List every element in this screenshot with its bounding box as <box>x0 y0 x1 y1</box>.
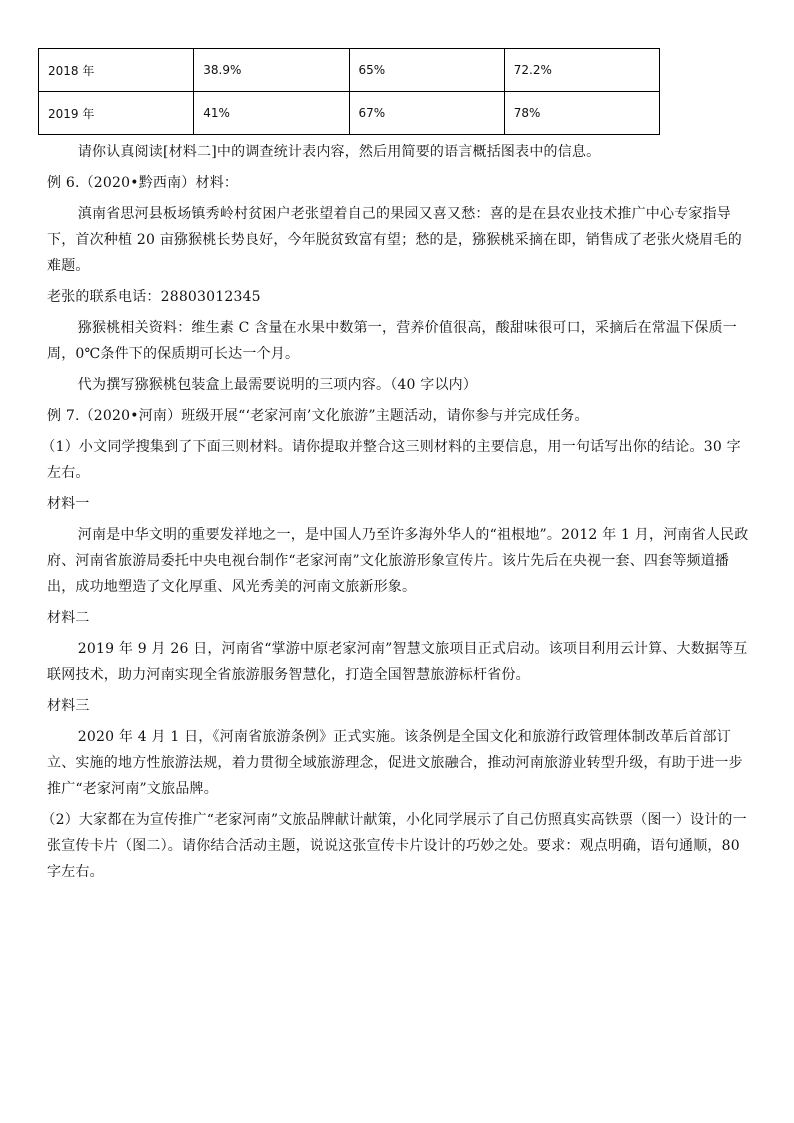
paragraph: 2020 年 4 月 1 日，《河南省旅游条例》正式实施。该条例是全国文化和旅游行政管理体制改革后首部订立、实施的地方性旅游法规，着力贯彻全域旅游理念，促进文旅融合，推动河南旅游业转型升级，有助于进一步推广“老家河南”文旅品牌。 <box>47 729 743 797</box>
table-row <box>39 92 660 135</box>
paragraph: 滇南省思河县板场镇秀岭村贫困户老张望着自己的果园又喜又愁：喜的是在县农业技术推广中心专家指导下，首次种植 20 亩猕猴桃长势良好，今年脱贫致富有望；愁的是，猕猴桃采摘在即，销售成了老张火烧眉毛的难题。 <box>47 206 742 274</box>
table-cell: 2019 年 <box>39 92 194 135</box>
table-cell: 38.9% <box>194 49 349 92</box>
paragraph: 河南是中华文明的重要发祥地之一，是中国人乃至许多海外华人的“祖根地”。2012 年 1 月，河南省人民政府、河南省旅游局委托中央电视台制作“老家河南”文化旅游形象宣传片。该片先后在央视一套、四套等频道播出，成功地塑造了文化厚重、风光秀美的河南文旅新形象。 <box>47 527 749 595</box>
paragraph: 请你认真阅读[材料二]中的调查统计表内容，然后用简要的语言概括图表中的信息。 <box>77 144 601 160</box>
paragraph: 材料一 <box>47 496 90 512</box>
paragraph: （2）大家都在为宣传推广“老家河南”文旅品牌献计献策，小化同学展示了自己仿照真实高铁票（图一）设计的一张宣传卡片（图二）。请你结合活动主题，说说这张宣传卡片设计的巧妙之处。要求：观点明确，语句通顺，80 字左右。 <box>41 812 747 880</box>
paragraph: 2019 年 9 月 26 日，河南省“掌游中原老家河南”智慧文旅项目正式启动。该项目利用云计算、大数据等互联网技术，助力河南实现全省旅游服务智慧化，打造全国智慧旅游标杆省份。 <box>47 641 748 683</box>
table-cell: 65% <box>349 49 504 92</box>
paragraph: 代为撰写猕猴桃包装盒上最需要说明的三项内容。（40 字以内） <box>77 377 478 393</box>
table-cell: 2018 年 <box>39 49 194 92</box>
table-cell: 67% <box>349 92 504 135</box>
paragraph: 例 6.（2020•黔西南）材料： <box>47 175 239 191</box>
table-cell: 41% <box>194 92 349 135</box>
document-body <box>41 139 753 885</box>
table-cell: 72.2% <box>504 49 659 92</box>
paragraph: 猕猴桃相关资料：维生素 C 含量在水果中数第一，营养价值很高，酸甜味很可口，采摘后在常温下保质一周，0℃条件下的保质期可长达一个月。 <box>47 320 738 362</box>
statistics-table <box>38 48 660 135</box>
paragraph: 材料二 <box>47 610 90 626</box>
paragraph: （1）小文同学搜集到了下面三则材料。请你提取并整合这三则材料的主要信息，用一句话写出你的结论。30 字左右。 <box>41 439 741 481</box>
table-cell: 78% <box>504 92 659 135</box>
paragraph: 老张的联系电话：28803012345 <box>47 289 261 305</box>
paragraph: 材料三 <box>47 698 90 714</box>
table-row <box>39 49 660 92</box>
paragraph: 例 7.（2020•河南）班级开展“‘老家河南’文化旅游”主题活动，请你参与并完成任务。 <box>47 408 589 424</box>
